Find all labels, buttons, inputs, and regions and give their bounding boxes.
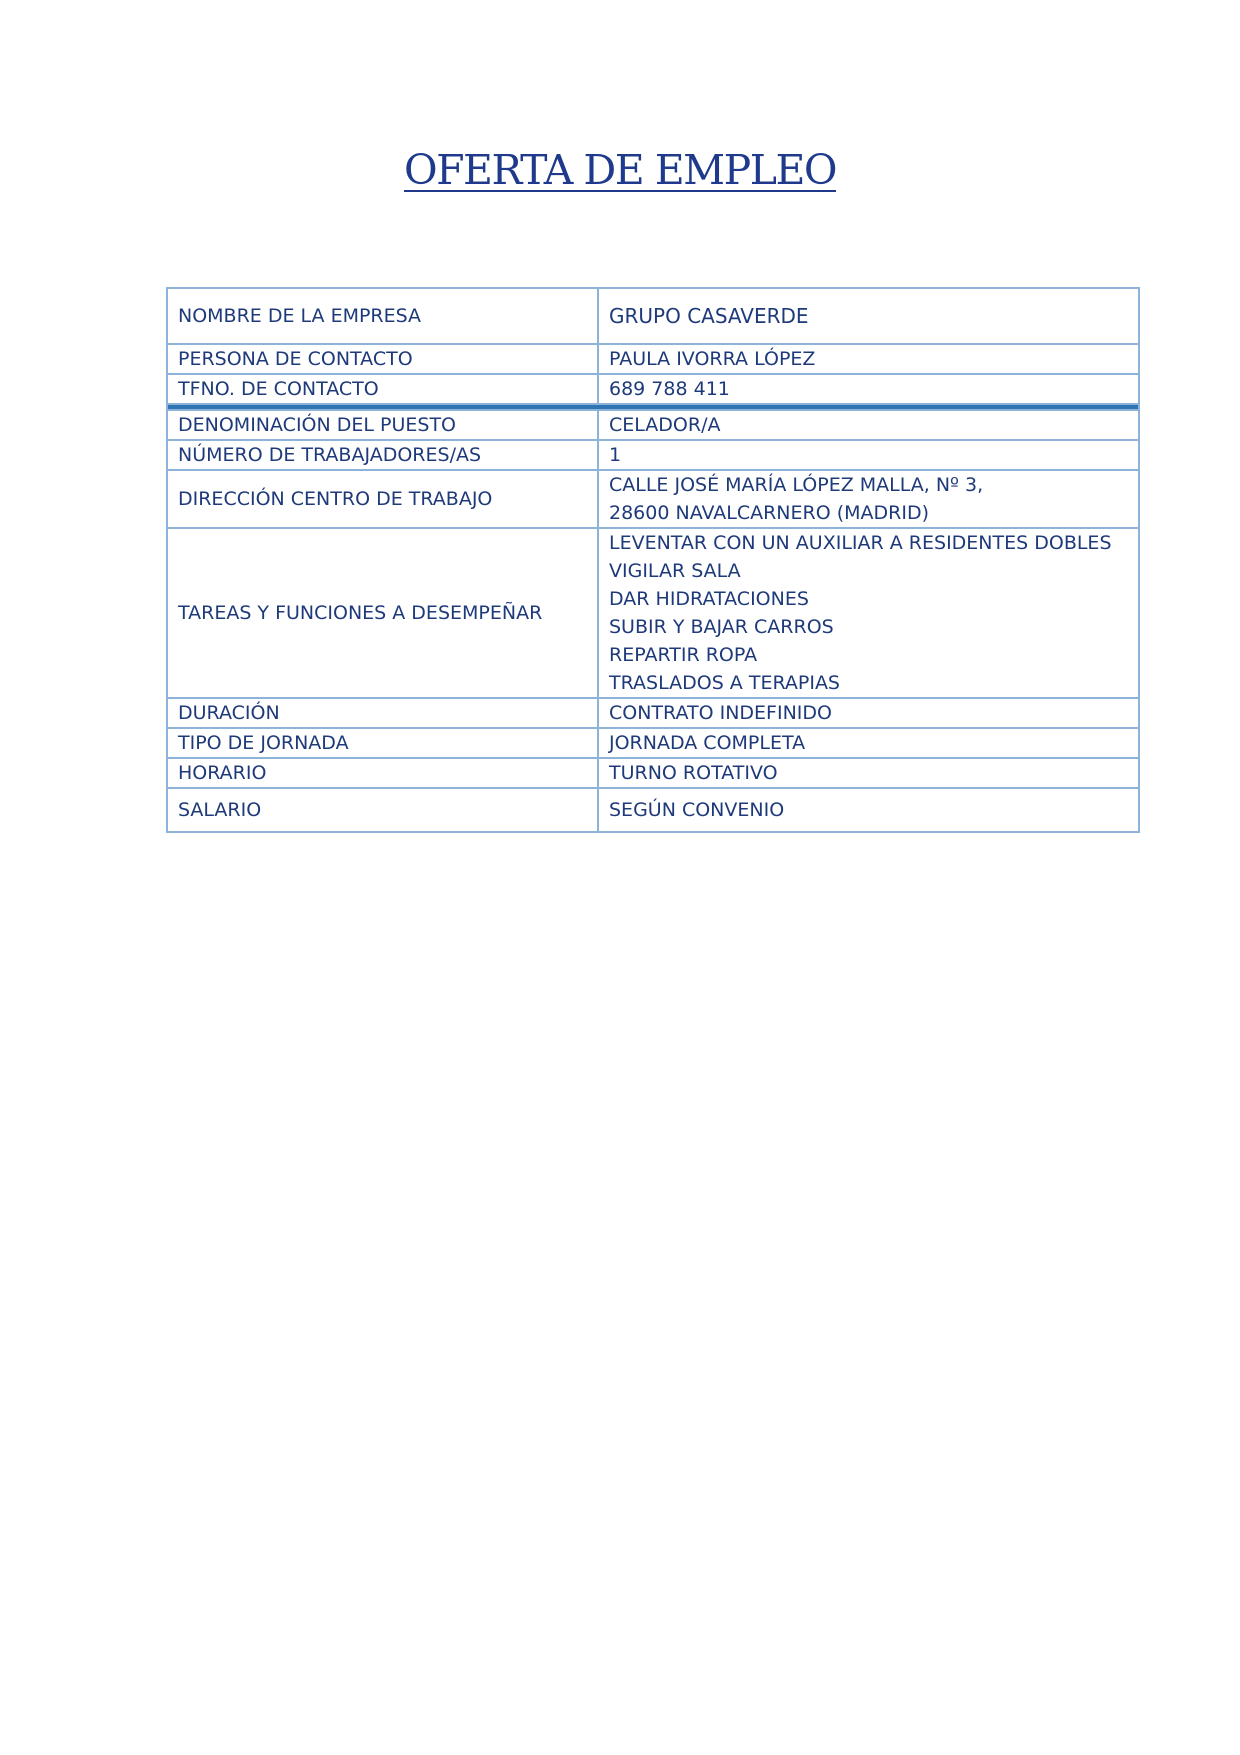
contact-value: PAULA IVORRA LÓPEZ bbox=[598, 344, 1139, 374]
workers-value: 1 bbox=[598, 440, 1139, 470]
task-item: VIGILAR SALA bbox=[609, 560, 741, 582]
table-row-schedule-type bbox=[167, 728, 1139, 758]
job-offer-table bbox=[166, 287, 1140, 833]
phone-value: 689 788 411 bbox=[598, 374, 1139, 404]
company-label: NOMBRE DE LA EMPRESA bbox=[167, 288, 598, 344]
schedule-type-value: JORNADA COMPLETA bbox=[598, 728, 1139, 758]
duration-label: DURACIÓN bbox=[167, 698, 598, 728]
address-value bbox=[598, 470, 1139, 528]
page-title: OFERTA DE EMPLEO bbox=[404, 146, 836, 194]
hours-label: HORARIO bbox=[167, 758, 598, 788]
table-row-duration bbox=[167, 698, 1139, 728]
task-item: REPARTIR ROPA bbox=[609, 644, 758, 666]
schedule-type-label: TIPO DE JORNADA bbox=[167, 728, 598, 758]
tasks-label: TAREAS Y FUNCIONES A DESEMPEÑAR bbox=[167, 528, 598, 698]
table-row-phone bbox=[167, 374, 1139, 404]
address-line: 28600 NAVALCARNERO (MADRID) bbox=[609, 502, 930, 524]
address-line: CALLE JOSÉ MARÍA LÓPEZ MALLA, Nº 3, bbox=[609, 474, 984, 496]
tasks-value bbox=[598, 528, 1139, 698]
table-row-position bbox=[167, 410, 1139, 440]
address-label: DIRECCIÓN CENTRO DE TRABAJO bbox=[167, 470, 598, 528]
contact-label: PERSONA DE CONTACTO bbox=[167, 344, 598, 374]
phone-label: TFNO. DE CONTACTO bbox=[167, 374, 598, 404]
table-row-company bbox=[167, 288, 1139, 344]
salary-value: SEGÚN CONVENIO bbox=[598, 788, 1139, 832]
position-value: CELADOR/A bbox=[598, 410, 1139, 440]
table-row-workers bbox=[167, 440, 1139, 470]
task-item: SUBIR Y BAJAR CARROS bbox=[609, 616, 834, 638]
salary-label: SALARIO bbox=[167, 788, 598, 832]
task-item: DAR HIDRATACIONES bbox=[609, 588, 809, 610]
workers-label: NÚMERO DE TRABAJADORES/AS bbox=[167, 440, 598, 470]
task-item: LEVENTAR CON UN AUXILIAR A RESIDENTES DOBLES bbox=[609, 532, 1112, 554]
duration-value: CONTRATO INDEFINIDO bbox=[598, 698, 1139, 728]
hours-value: TURNO ROTATIVO bbox=[598, 758, 1139, 788]
table-row-salary bbox=[167, 788, 1139, 832]
task-item: TRASLADOS A TERAPIAS bbox=[609, 672, 840, 694]
table-row-contact bbox=[167, 344, 1139, 374]
table-row-hours bbox=[167, 758, 1139, 788]
position-label: DENOMINACIÓN DEL PUESTO bbox=[167, 410, 598, 440]
company-value: GRUPO CASAVERDE bbox=[598, 288, 1139, 344]
table-row-address bbox=[167, 470, 1139, 528]
table-row-tasks bbox=[167, 528, 1139, 698]
